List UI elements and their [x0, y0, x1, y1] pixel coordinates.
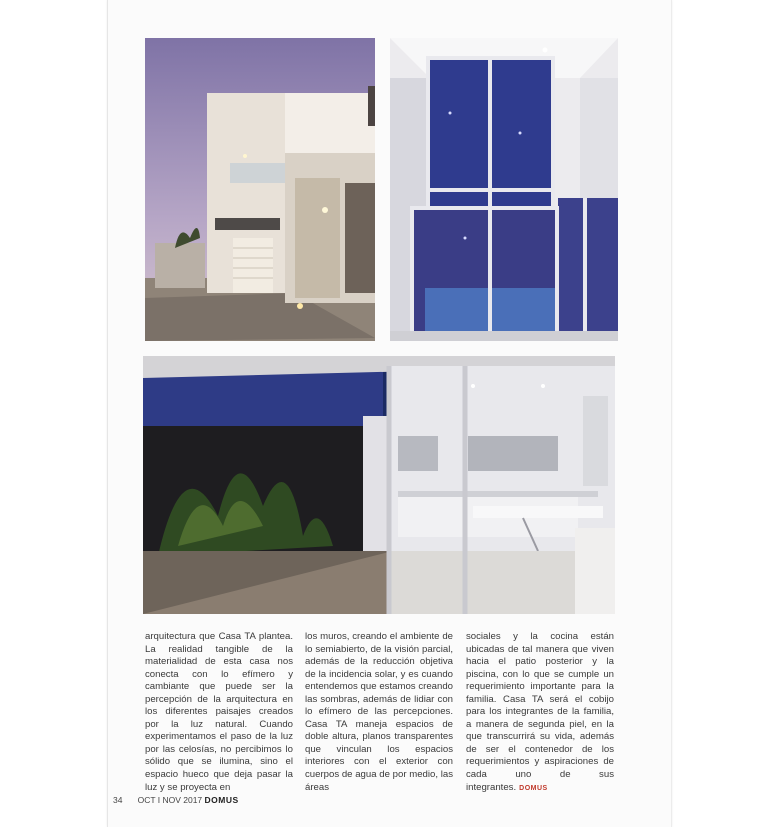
end-mark: DOMUS [519, 784, 548, 792]
interior-illustration [390, 38, 618, 341]
issue-date: OCT I NOV 2017 [137, 795, 203, 805]
exterior-illustration [145, 38, 375, 341]
article-text-1: arquitectura que Casa TA plantea. La realidad tangible de la materialidad de esta casa nos conecta con lo efímero y cambiante que puede ser la percepción de la arquitectura en los diferentes paisajes creados por la luz natural. Cuando experimentamos el paso de la luz por las celosías, no percibimos lo sólido que se ilumina, sino el espacio hueco que deja pasar la luz y se proyecta en [145, 631, 293, 793]
article-column-3 [466, 631, 614, 795]
article-text-2: los muros, creando el ambiente de lo semiabierto, de la visión parcial, además de la reducción objetiva de la incidencia solar, y es cuando entendemos que estamos creando las sombras, además de lidiar con lo efímero de las percepciones. Casa TA maneja espacios de doble altura, planos transparentes que vinculan los espacios interiores con el exterior con cuerpos de agua de por medio, las áreas [305, 631, 453, 793]
article-text-3-body: sociales y la cocina están ubicadas de tal manera que viven hacia el patio posterior y la piscina, con lo que se cumple un requerimiento importante para la familia. Casa TA será el cobijo para los integrantes de la familia, a manera de segunda piel, en la que transcurrirá su vida, además de ser el contenedor de los requerimientos y aspiraciones de cada uno de sus integrantes. [466, 631, 614, 793]
page-number: 34 [113, 795, 123, 805]
exterior-photo [145, 38, 375, 341]
page-footer [113, 795, 239, 805]
footer-separator [129, 795, 131, 805]
kitchen-photo [143, 356, 615, 614]
kitchen-illustration [143, 356, 615, 614]
article-column-2 [305, 631, 453, 794]
magazine-brand: DOMUS [204, 795, 239, 805]
article-text-3 [466, 631, 614, 795]
article-column-1 [145, 631, 293, 794]
interior-photo [390, 38, 618, 341]
